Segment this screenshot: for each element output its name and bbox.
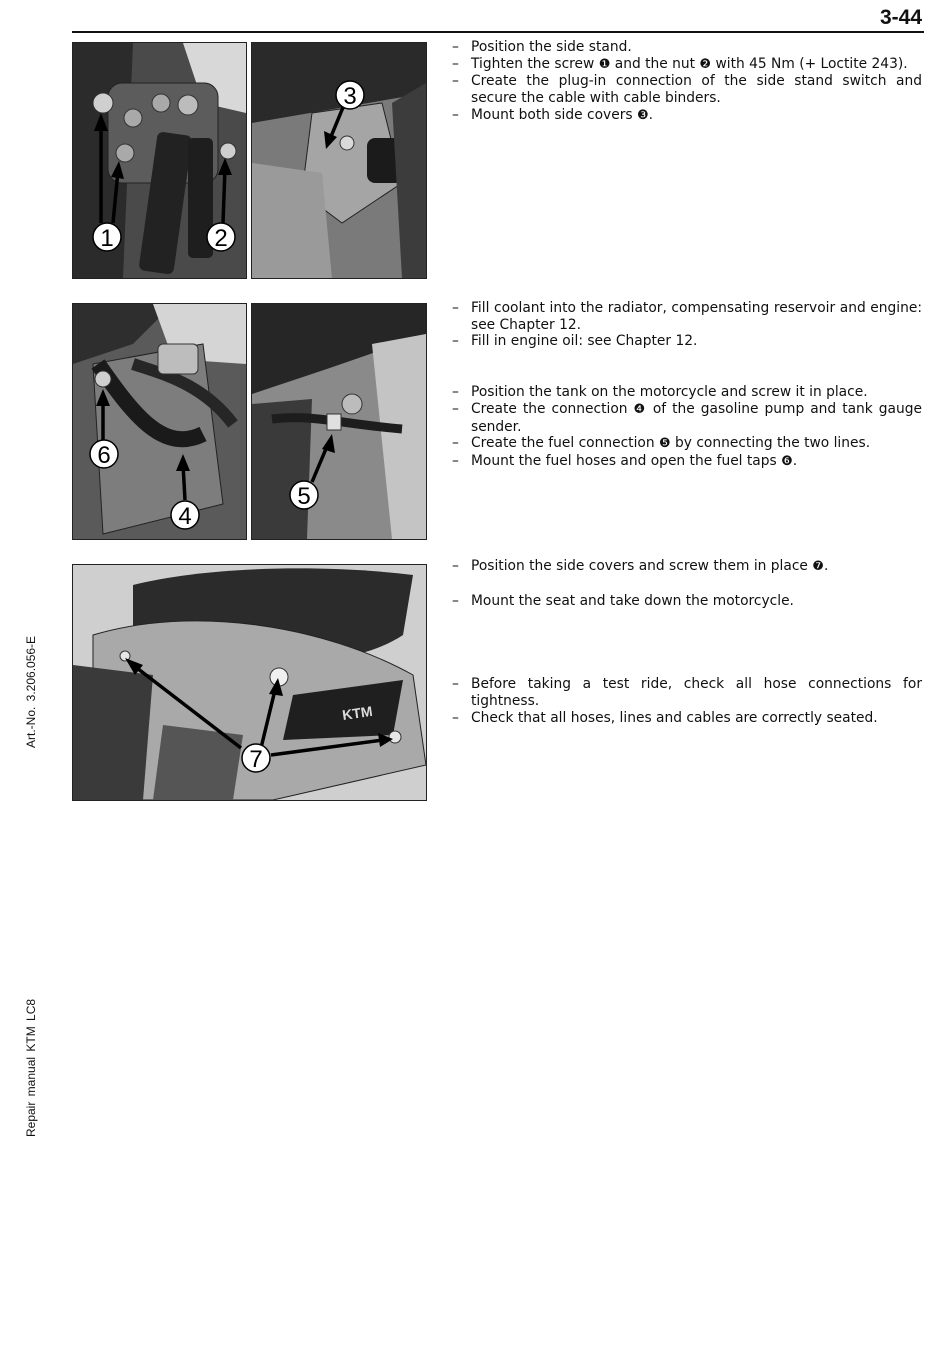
step-plug-in-connection: – Create the plug-in connection of the side stand switch and secure the cable with cable binders. (452, 73, 922, 106)
figure-side-covers-screws-drawing (73, 565, 426, 800)
callout-6: 6 (97, 442, 111, 469)
ref-2: ❷ (699, 56, 712, 72)
step-fuel-connection: – Create the fuel connection ❺ by connecting the two lines. (452, 435, 922, 453)
figure-side-covers-screws (72, 564, 427, 801)
step-position-side-covers: – Position the side covers and screw them in place ❼. (452, 558, 922, 576)
figure-radiator-connection (72, 303, 247, 540)
steps-side-stand (452, 39, 922, 125)
step-mount-side-covers: – Mount both side covers ❸. (452, 107, 922, 125)
figure-fuel-connection-drawing (252, 304, 426, 539)
step-fill-engine-oil: – Fill in engine oil: see Chapter 12. (452, 333, 922, 350)
callout-7: 7 (249, 746, 263, 773)
ref-7: ❼ (812, 559, 824, 574)
step-fill-coolant: – Fill coolant into the radiator, compensating reservoir and engine: see Chapter 12. (452, 300, 922, 333)
steps-final (452, 558, 922, 727)
figure-side-cover (251, 42, 427, 279)
ref-6: ❻ (781, 453, 793, 469)
callout-5: 5 (297, 483, 311, 510)
figure-side-cover-drawing (252, 43, 426, 278)
figure-radiator-connection-drawing (73, 304, 246, 539)
step-position-tank: – Position the tank on the motorcycle and screw it in place. (452, 384, 922, 401)
callout-4: 4 (178, 503, 192, 530)
ref-5: ❺ (658, 436, 671, 452)
page-number: 3-44 (879, 6, 922, 29)
step-mount-fuel-hoses: – Mount the fuel hoses and open the fuel taps ❻. (452, 453, 922, 471)
step-create-connection: – Create the connection ❹ of the gasoline pump and tank gauge sender. (452, 401, 922, 435)
figure-side-stand-bolts (72, 42, 247, 279)
article-number: Art.-No. 3.206.056-E (24, 635, 38, 748)
header-rule (72, 31, 924, 33)
callout-2: 2 (214, 225, 228, 252)
step-check-hoses-tightness: – Before taking a test ride, check all hose connections for tightness. (452, 676, 922, 709)
figure-side-stand-bolts-drawing (73, 43, 246, 278)
ref-1: ❶ (598, 56, 611, 72)
steps-coolant-fuel (452, 300, 922, 471)
manual-title: Repair manual KTM LC8 (24, 998, 38, 1137)
ref-4: ❹ (633, 401, 647, 417)
ktm-logo: KTM (341, 702, 374, 723)
step-mount-seat: – Mount the seat and take down the motorcycle. (452, 593, 922, 610)
ref-3: ❸ (636, 107, 649, 123)
figure-fuel-connection (251, 303, 427, 540)
callout-1: 1 (100, 225, 114, 252)
callout-3: 3 (343, 83, 357, 110)
step-tighten-screw: – Tighten the screw ❶ and the nut ❷ with 45 Nm (+ Loctite 243). (452, 56, 922, 74)
step-check-seated: – Check that all hoses, lines and cables are correctly seated. (452, 710, 922, 727)
step-position-side-stand: – Position the side stand. (452, 39, 922, 56)
